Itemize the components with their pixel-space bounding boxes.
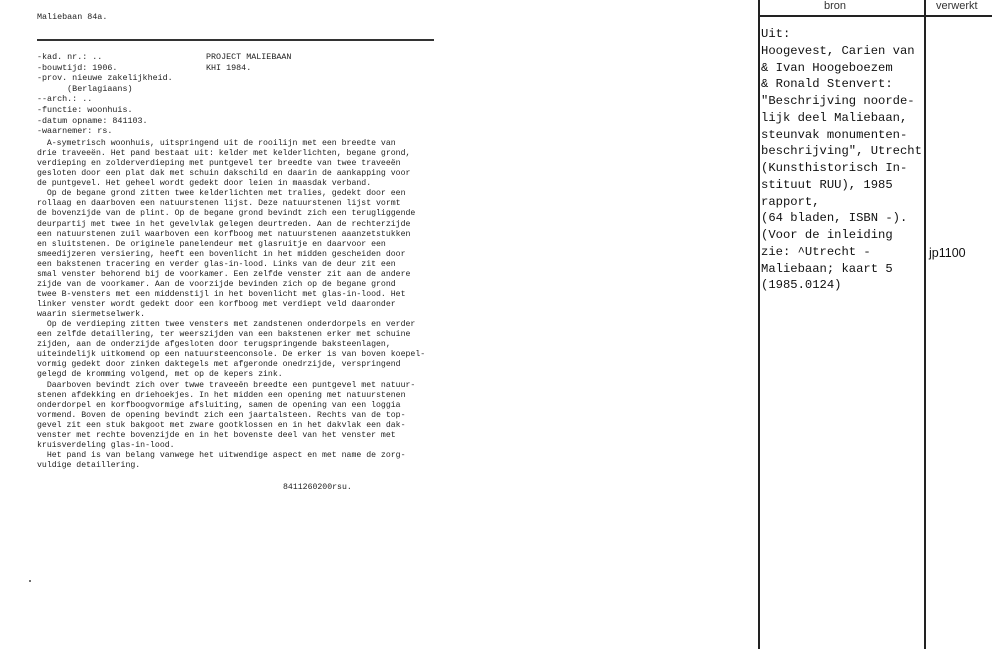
text-line: Daarboven bevindt zich over twwe traveeën breedte een puntgevel met natuur- [37,380,416,390]
metadata-line: -waarnemer: rs. [37,126,113,137]
text-line: gevel zit een stuk bakgoot met zware gootklossen en in het dakvlak een dak- [37,420,406,430]
text-line: uiteindelijk uitkomend op een natuursteenconsole. De erker is van boven koepel- [37,350,426,360]
metadata-line: --arch.: .. [37,94,93,105]
column-header-verwerkt: verwerkt [936,0,978,12]
text-line: venster met rechte bovenzijde en in het bovenste deel van het venster met [37,430,396,440]
bron-line: Hoogevest, Carien van [761,43,915,58]
text-line: en sluitstenen. De originele panelendeur met glasruitje en daarvoor een [37,239,386,249]
text-line: Het pand is van belang vanwege het uitwendige aspect en met name de zorg- [37,450,406,460]
text-line: linker venster wordt gedekt door een korfboog met verdiept veld daaronder [37,300,396,309]
text-line: de bovenzijde van de plint. Op de begane grond bevindt zich een terugliggende [37,209,416,219]
bron-line: & Ronald Stenvert: [761,77,893,92]
text-line: zijde van de voorkamer. Aan de voorzijde bevinden zich op de begane grond [37,279,396,289]
text-line: twee B-vensters met een middenstijl in het bovenlicht met glas-in-lood. Het [37,289,406,299]
text-line: de puntgevel. Het geheel wordt gedekt door leien in maasdak verband. [37,179,372,189]
bron-line: (1985.0124) [761,278,842,293]
bron-line: stituut RUU), 1985 [761,177,893,192]
bron-line: "Beschrijving noorde- [761,94,915,108]
text-line: een zelfde detaillering, ter weerszijden van een bakstenen erker met schuine [37,330,411,340]
bron-line: Maliebaan; kaart 5 [761,261,893,276]
project-block [206,52,291,73]
text-line: verdieping en zolderverdieping met puntgevel ter breedte van twee traveeën [37,159,401,169]
bron-line: steunvak monumenten- [761,127,908,142]
table-header-divider [758,15,992,17]
description-body [37,139,437,471]
bron-line: lijk deel Maliebaan, [761,110,908,125]
text-line: vormend. Boven de opening bevindt zich een jaartalsteen. Rechts van de top- [37,410,406,420]
project-line: KHI 1984. [206,62,252,73]
text-line: deurpartij met twee in het gevelvlak gelegen deurtreden. Aan de rechterzijde [37,219,411,229]
bron-line: & Ivan Hoogeboezem [761,60,893,75]
text-line: waarin siermetselwerk. [37,310,146,320]
text-line: smeedijzeren versiering, heeft een bovenlicht in het midden gescheiden door [37,249,406,259]
column-border-left [758,0,760,649]
bron-line: (Kunsthistorisch In- [761,161,908,175]
bron-source-text [761,26,922,294]
text-line: gesloten door een plat dak met schuin dakschild en daarin de aankapping voor [37,169,411,179]
bron-line: beschrijving", Utrecht [761,144,922,159]
text-line: kruisverdeling glas-in-lood. [37,440,175,450]
bron-line: Uit: [761,27,791,41]
metadata-line: -kad. nr.: .. [37,52,103,62]
column-border-middle [924,0,926,649]
project-line: PROJECT MALIEBAAN [206,52,292,62]
header-divider [37,39,434,41]
text-line: onderdorpel en korfboogvormige afsluiting, samen de opening van een loggia [37,400,401,410]
text-line: vormig gedekt door zinken daktegels met afgeronde onedrzijde, verspringend [37,360,401,370]
metadata-line: -functie: woonhuis. [37,104,133,115]
text-line: vuldige detaillering. [37,461,141,470]
document-header: Maliebaan 84a. [37,12,108,22]
text-line: Op de verdieping zitten twee vensters met zandstenen onderdorpels en verder [37,320,416,330]
document-code: 8411260200rsu. [283,483,352,492]
text-line: A-symetrisch woonhuis, uitspringend uit de rooilijn met een breedte van [37,139,396,148]
metadata-line: -bouwtijd: 1906. [37,62,118,73]
text-line: een bakstenen tracering en verder glas-in-lood. Links van de deur zit een [37,259,396,269]
metadata-line: (Berlagiaans) [37,83,133,94]
text-line: een natuurstenen zuil waarboven een korfboog met natuurstenen aaanzetstukken [37,229,411,239]
bron-line: rapport, [761,194,820,209]
text-line: Op de begane grond zitten twee kelderlichten met tralies, gedekt door een [37,189,406,199]
metadata-block [37,52,173,137]
text-line: gelegd de kromming volgend, met op de kepers zink. [37,370,283,380]
text-line: rollaag en daarboven een natuurstenen lijst. Deze natuurstenen lijst vormt [37,199,401,209]
text-line: zijden, aan de onderzijde afgesloten door terugspringende baksteenlagen, [37,340,391,350]
column-header-bron: bron [824,0,847,12]
text-line: drie traveeën. Het pand bestaat uit: kelder met kelderlichten, begane grond, [37,149,411,159]
metadata-line: -datum opname: 841103. [37,115,148,126]
metadata-line: -prov. nieuwe zakelijkheid. [37,73,173,84]
scan-speck [29,580,31,582]
bron-line: (64 bladen, ISBN -). [761,211,908,226]
bron-line: (Voor de inleiding [761,228,893,242]
verwerkt-value: jp1100 [929,246,966,260]
text-line: smal venster behorend bij de voorkamer. Een zelfde venster zit aan de andere [37,269,411,279]
text-line: stenen afdekking en driehoekjes. In het midden een opening met natuurstenen [37,390,406,400]
bron-line: zie: ^Utrecht - [761,244,871,259]
